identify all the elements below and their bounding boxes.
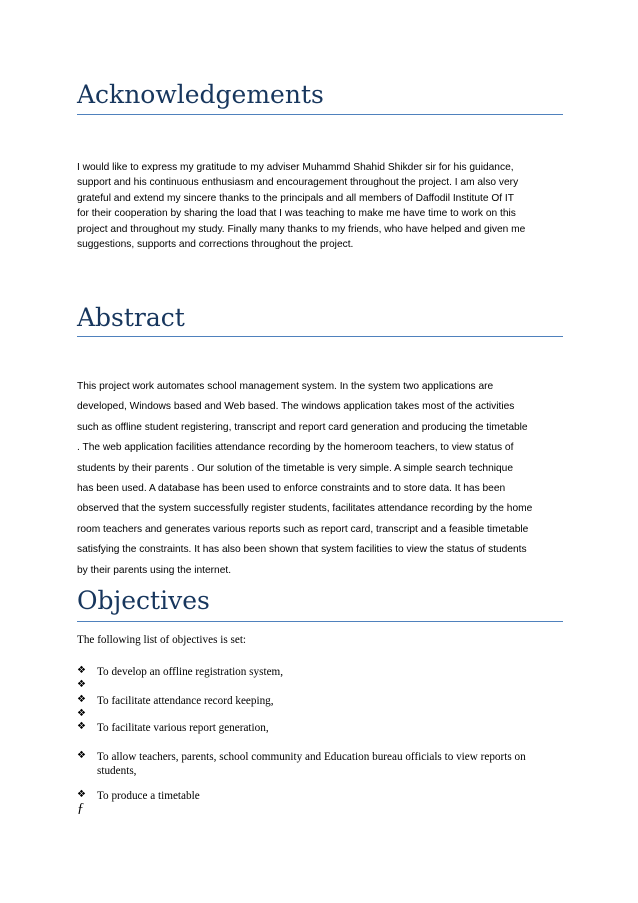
abstract-body <box>77 377 563 581</box>
abstract-line: by their parents using the internet. <box>77 564 232 576</box>
objectives-intro: The following list of objectives is set: <box>77 634 247 646</box>
acknowledgements-line: grateful and extend my sincere thanks to the principals and all members of Daffodil Institute Of IT <box>77 192 514 204</box>
list-item-text: To allow teachers, parents, school community and Education bureau officials to view reports on <box>97 751 526 763</box>
objectives-rule <box>77 621 563 622</box>
list-item-text: To facilitate various report generation, <box>97 722 269 734</box>
abstract-line: has been used. A database has been used to enforce constraints and to store data. It has been <box>77 483 506 495</box>
abstract-line: such as offline student registering, transcript and report card generation and producing the timetable <box>77 421 528 433</box>
diamond-bullet-icon: ❖ <box>77 665 86 676</box>
diamond-bullet-icon: ❖ <box>77 694 86 705</box>
abstract-line: room teachers and generates various reports such as report card, transcript and a feasible timetable <box>77 523 529 535</box>
diamond-bullet-icon: ❖ <box>77 721 86 732</box>
list-item-text: To produce a timetable <box>97 790 200 802</box>
trailing-symbol: ƒ <box>77 801 84 816</box>
acknowledgements-line: for their cooperation by sharing the load that I was teaching to make me have time to work on this <box>77 208 516 220</box>
acknowledgements-line: project and throughout my study. Finally many thanks to my friends, who have helped and given me <box>77 223 526 235</box>
abstract-line: satisfying the constraints. It has also been shown that system facilities to view the status of students <box>77 544 527 556</box>
acknowledgements-line: suggestions, supports and corrections throughout the project. <box>77 239 354 251</box>
list-item-text: To facilitate attendance record keeping, <box>97 695 274 707</box>
list-item-text: To develop an offline registration system, <box>97 666 284 678</box>
abstract-rule <box>77 336 563 337</box>
diamond-bullet-icon: ❖ <box>77 789 86 800</box>
abstract-line: developed, Windows based and Web based. The windows application takes most of the activities <box>77 401 515 413</box>
acknowledgements-rule <box>77 114 563 115</box>
list-item-text: students, <box>97 765 137 777</box>
diamond-bullet-icon: ❖ <box>77 750 86 761</box>
abstract-heading: Abstract <box>77 303 185 332</box>
abstract-line: observed that the system successfully register students, facilitates attendance recording by the home <box>77 503 533 515</box>
objectives-heading: Objectives <box>77 586 210 615</box>
acknowledgements-line: I would like to express my gratitude to my adviser Muhammd Shahid Shikder sir for his guidance, <box>77 162 514 173</box>
abstract-line: . The web application facilities attendance recording by the homeroom teachers, to view status of <box>77 442 514 454</box>
diamond-bullet-icon: ❖ <box>77 679 86 690</box>
abstract-line: students by their parents . Our solution of the timetable is very simple. A simple search technique <box>77 462 514 474</box>
acknowledgements-body <box>77 160 563 252</box>
acknowledgements-heading: Acknowledgements <box>77 80 324 109</box>
abstract-line: This project work automates school management system. In the system two applications are <box>77 381 494 392</box>
acknowledgements-line: support and his continuous enthusiasm and encouragement throughout the project. I am also very <box>77 177 519 189</box>
diamond-bullet-icon: ❖ <box>77 708 86 719</box>
